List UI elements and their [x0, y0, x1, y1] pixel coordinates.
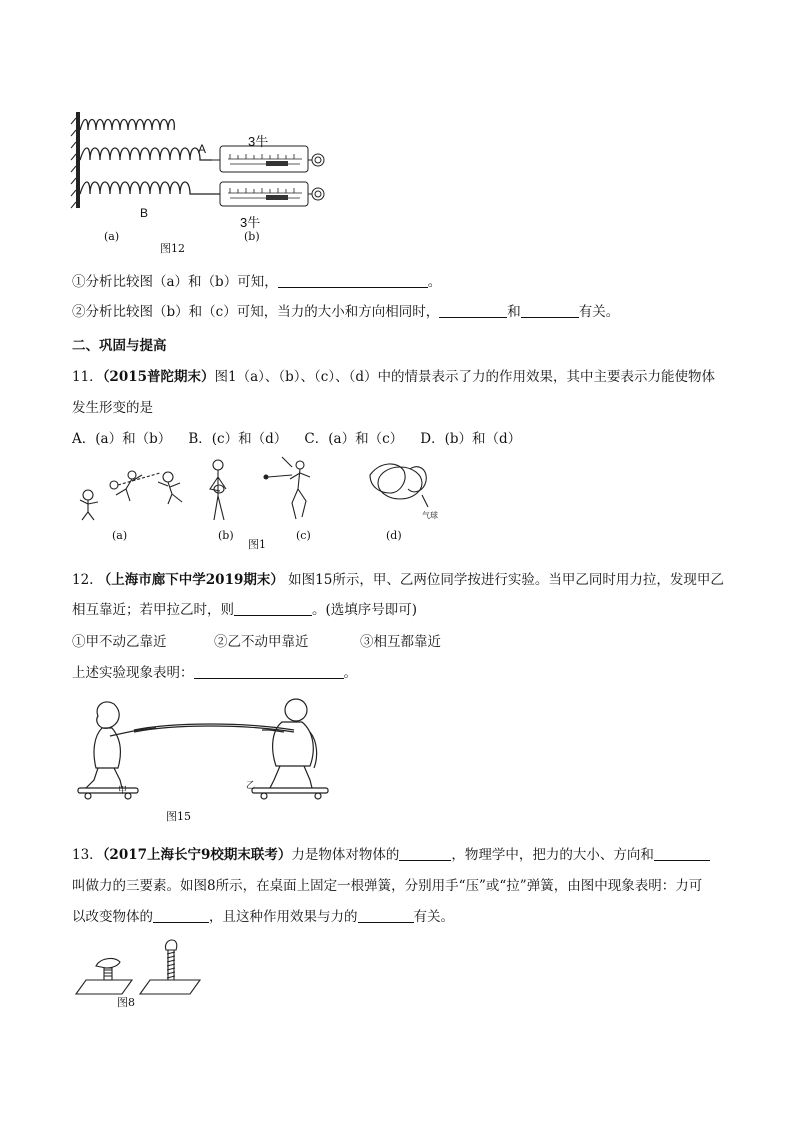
- q13-number: 13．: [72, 847, 103, 863]
- q13-answer-blank-1[interactable]: [399, 846, 451, 861]
- q13-text-5: ，且这种作用效果与力的: [209, 909, 358, 925]
- q12-option-1: ①甲不动乙靠近: [72, 634, 167, 650]
- q12-text-2: 相互靠近；若甲拉乙时，则: [72, 602, 234, 618]
- q13-text-1: 力是物体对物体的: [291, 847, 400, 863]
- q13-source: （2017上海长宁9校期末联考）: [102, 847, 292, 863]
- q13-text-4: 以改变物体的: [72, 909, 153, 925]
- fig12-label-3n-top: 3牛: [248, 134, 269, 149]
- fig1-sub-c: (c): [296, 529, 311, 542]
- fig1-sub-a: (a): [112, 529, 128, 542]
- q10-line1-suffix: 。: [427, 274, 442, 290]
- q10-line2-mid: 和: [507, 304, 521, 320]
- figure-1-scenes: [70, 455, 450, 527]
- q12-conclusion: [72, 663, 357, 683]
- section-heading: 二、巩固与提高: [72, 338, 167, 354]
- q10-line2-suffix: 有关。: [578, 304, 620, 320]
- fig1-sub-b: (b): [218, 529, 234, 542]
- q11-number: 11．: [72, 369, 103, 385]
- q12-text-1: 如图15所示，甲、乙两位同学按进行实验。当甲乙同时用力拉，发现甲乙: [288, 572, 724, 588]
- fig15-caption: 图15: [166, 810, 191, 823]
- fig1-balloon-label: 气球: [422, 511, 438, 520]
- q12-line-1: [72, 570, 724, 590]
- fig15-label-yi: 乙: [246, 781, 256, 791]
- fig12-caption: 图12: [160, 242, 185, 255]
- q12-conclusion-text: 上述实验现象表明：: [72, 665, 194, 681]
- q10-answer-blank-1[interactable]: [278, 273, 428, 288]
- q10-line-2: [72, 302, 619, 322]
- q10-line2-text: ②分析比较图（b）和（c）可知，当力的大小和方向相同时，: [72, 304, 440, 320]
- q10-line-1: [72, 272, 441, 292]
- q12-option-3: ③相互都靠近: [360, 634, 441, 650]
- q12-text-2-suffix: 。(选填序号即可): [312, 602, 418, 618]
- q11-options: A．(a）和（b） B．(c）和（d） C．(a）和（c） D．(b）和（d）: [72, 431, 522, 447]
- fig1-caption: 图1: [248, 538, 266, 551]
- q13-line-2: 叫做力的三要素。如图8所示，在桌面上固定一根弹簧，分别用手“压”或“拉”弹簧，由图中现象表明：力可: [72, 878, 703, 894]
- q12-answer-blank-1[interactable]: [234, 601, 312, 616]
- q11-source: （2015普陀期末）: [102, 369, 215, 385]
- fig12-label-3n-bottom: 3牛: [240, 215, 261, 230]
- figure-15-tug: [74, 692, 338, 802]
- q12-options: [72, 632, 441, 652]
- q13-text-6: 有关。: [413, 909, 454, 925]
- q13-line-1: [72, 845, 710, 865]
- q12-number: 12.: [72, 572, 94, 588]
- fig12-sub-b: (b): [244, 230, 260, 243]
- q10-line1-text: ①分析比较图（a）和（b）可知，: [72, 274, 278, 290]
- figure-12-springs: [70, 108, 340, 228]
- q13-text-2: ，物理学中，把力的大小、方向和: [451, 847, 654, 863]
- fig15-label-jia: 甲: [118, 786, 128, 796]
- fig12-label-a: A: [198, 142, 207, 156]
- q10-answer-blank-2[interactable]: [439, 303, 507, 318]
- fig12-sub-a: (a): [104, 230, 120, 243]
- q13-answer-blank-2[interactable]: [654, 846, 710, 861]
- q13-answer-blank-4[interactable]: [358, 908, 414, 923]
- q13-line-3: [72, 907, 454, 927]
- fig1-sub-d: (d): [386, 529, 402, 542]
- q12-line-2: [72, 600, 417, 620]
- q13-answer-blank-3[interactable]: [153, 908, 209, 923]
- q11-text-1: 图1（a）、（b）、（c）、（d）中的情景表示了力的作用效果，其中主要表示力能使物体: [214, 369, 715, 385]
- q12-option-2: ②乙不动甲靠近: [214, 634, 309, 650]
- q10-answer-blank-3[interactable]: [521, 303, 579, 318]
- q12-source: （上海市廊下中学2019期末）: [97, 572, 284, 588]
- fig8-caption: 图8: [117, 996, 135, 1009]
- q12-conclusion-suffix: 。: [343, 665, 357, 681]
- figure-8-springs: [72, 938, 212, 998]
- fig12-label-b: B: [140, 206, 149, 220]
- q12-answer-blank-2[interactable]: [194, 664, 344, 679]
- q11-line-2: 发生形变的是: [72, 400, 153, 416]
- q11-line-1: [72, 367, 715, 387]
